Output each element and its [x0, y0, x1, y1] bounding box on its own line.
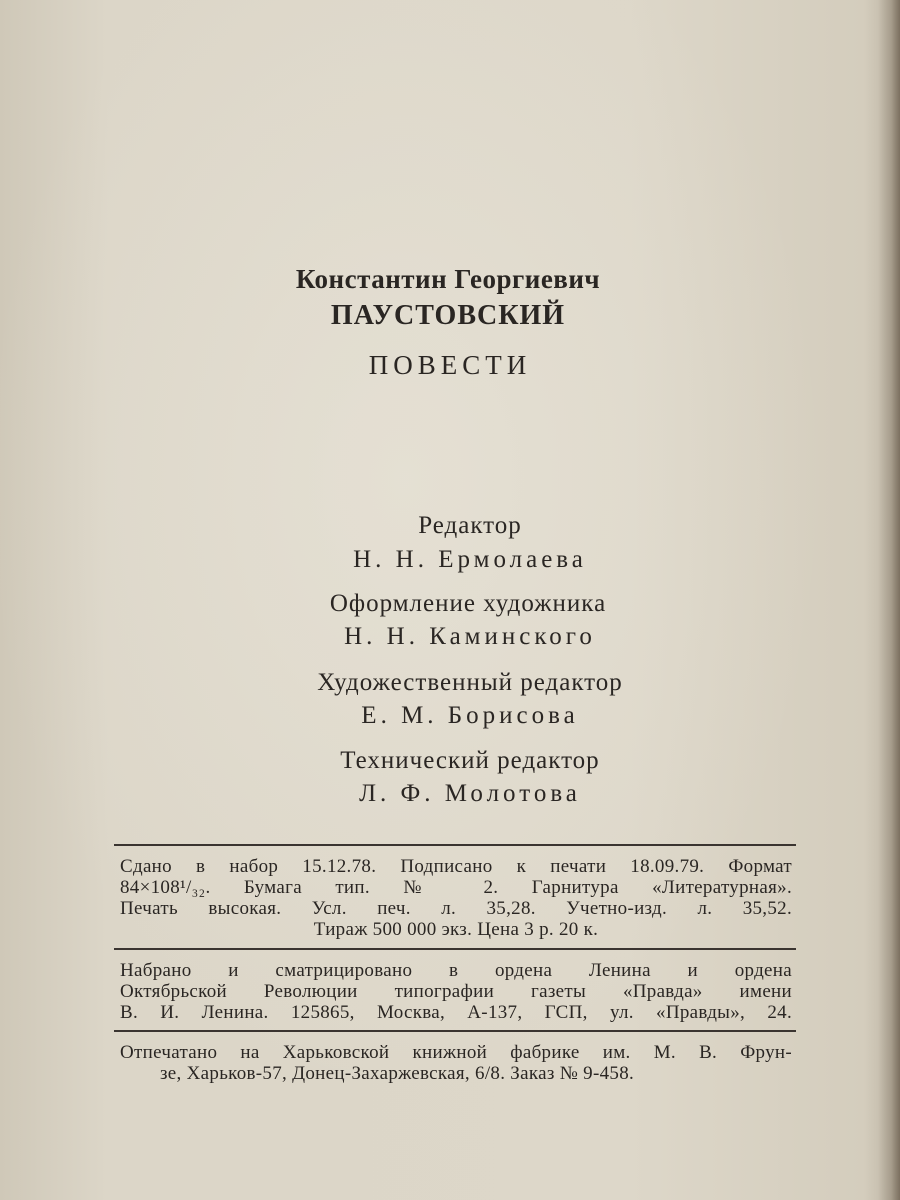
credit-role-design: Оформление художника: [329, 590, 607, 617]
imprint-line: Набрано и сматрицировано в ордена Ленина и ордена: [120, 960, 792, 981]
credit-person-design: Н. Н. Каминского: [344, 623, 596, 650]
imprint-line: 84×108¹/₃₂. Бумага тип. № 2. Гарнитура «Литературная».: [120, 877, 792, 898]
imprint-typesetting: [120, 960, 792, 1023]
divider-middle: [114, 948, 796, 950]
divider-top: [114, 844, 796, 846]
credit-person-art-editor: Е. М. Борисова: [361, 702, 579, 729]
imprint-publication-details: [120, 856, 792, 940]
author-surname: ПАУСТОВСКИЙ: [330, 300, 566, 331]
imprint-line: Тираж 500 000 экз. Цена 3 р. 20 к.: [313, 919, 599, 940]
credit-role-editor: Редактор: [418, 512, 522, 539]
imprint-printing: [120, 1042, 792, 1084]
credit-person-editor: Н. Н. Ермолаева: [353, 546, 587, 573]
imprint-line: Отпечатано на Харьковской книжной фабрике им. М. В. Фрун-: [120, 1042, 792, 1063]
credit-role-tech-editor: Технический редактор: [340, 747, 600, 774]
imprint-line: В. И. Ленина. 125865, Москва, А-137, ГСП, ул. «Правды», 24.: [120, 1002, 792, 1023]
imprint-line: Печать высокая. Усл. печ. л. 35,28. Учетно-изд. л. 35,52.: [120, 898, 792, 919]
author-name: Константин Георгиевич: [295, 264, 601, 294]
credit-role-art-editor: Художественный редактор: [317, 669, 623, 696]
book-title: ПОВЕСТИ: [368, 350, 532, 380]
imprint-line: Сдано в набор 15.12.78. Подписано к печати 18.09.79. Формат: [120, 856, 792, 877]
imprint-line: Октябрьской Революции типографии газеты «Правда» имени: [120, 981, 792, 1002]
imprint-line: зе, Харьков-57, Донец-Захаржевская, 6/8. Заказ № 9-458.: [160, 1063, 635, 1084]
divider-bottom: [114, 1030, 796, 1032]
credit-person-tech-editor: Л. Ф. Молотова: [359, 780, 581, 807]
